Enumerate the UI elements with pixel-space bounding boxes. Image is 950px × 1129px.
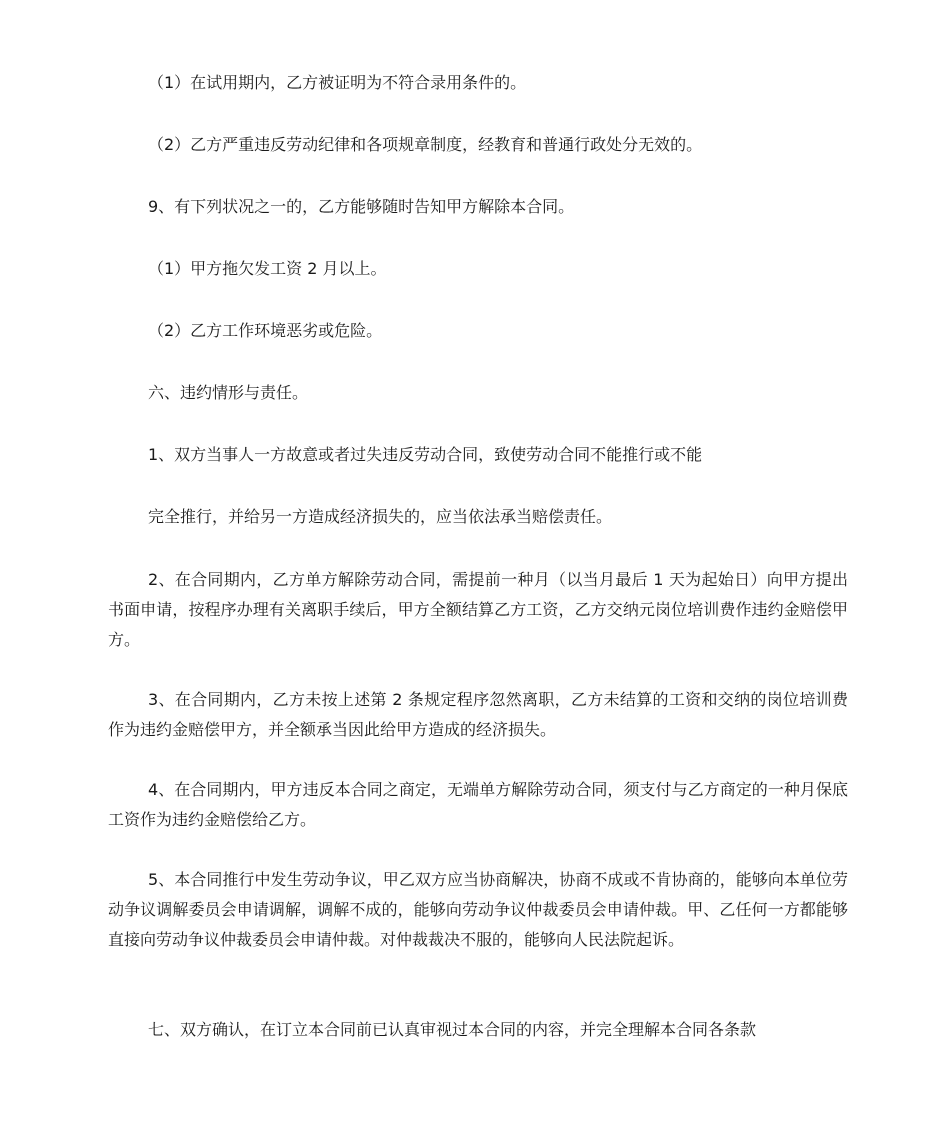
clause-8-item-2: （2）乙方严重违反劳动纪律和各项规章制度，经教育和普通行政处分无效的。 [148,135,703,154]
clause-9-heading: 9、有下列状况之一的，乙方能够随时告知甲方解除本合同。 [148,197,575,216]
section-6-clause-4: 4、在合同期内，甲方违反本合同之商定，无端单方解除劳动合同，须支付与乙方商定的一种月保底工资作为违约金赔偿给乙方。 [108,780,848,829]
section-6-clause-1-line-1: 1、双方当事人一方故意或者过失违反劳动合同，致使劳动合同不能推行或不能 [148,445,703,464]
clause-9-item-1: （1）甲方拖欠发工资 2 月以上。 [148,259,387,278]
section-6-clause-3: 3、在合同期内，乙方未按上述第 2 条规定程序忽然离职，乙方未结算的工资和交纳的岗位培训费作为违约金赔偿甲方，并全额承当因此给甲方造成的经济损失。 [108,690,848,739]
clause-9-item-2: （2）乙方工作环境恶劣或危险。 [148,321,383,340]
section-7-heading: 七、双方确认，在订立本合同前已认真审视过本合同的内容，并完全理解本合同各条款 [148,1020,757,1039]
section-6-heading: 六、违约情形与责任。 [148,383,309,402]
section-6-clause-2: 2、在合同期内，乙方单方解除劳动合同，需提前一种月（以当月最后 1 天为起始日）向甲方提出书面申请，按程序办理有关离职手续后，甲方全额结算乙方工资，乙方交纳元岗位培训费作违约金赔偿甲方。 [108,570,848,649]
section-6-clause-5: 5、本合同推行中发生劳动争议，甲乙双方应当协商解决，协商不成或不肯协商的，能够向本单位劳动争议调解委员会申请调解，调解不成的，能够向劳动争议仲裁委员会申请仲裁。甲、乙任何一方都能够直接向劳动争议仲裁委员会申请仲裁。对仲裁裁决不服的，能够向人民法院起诉。 [108,870,848,949]
clause-8-item-1: （1）在试用期内，乙方被证明为不符合录用条件的。 [148,73,527,92]
section-6-clause-1-line-2: 完全推行，并给另一方造成经济损失的，应当依法承当赔偿责任。 [148,507,613,526]
